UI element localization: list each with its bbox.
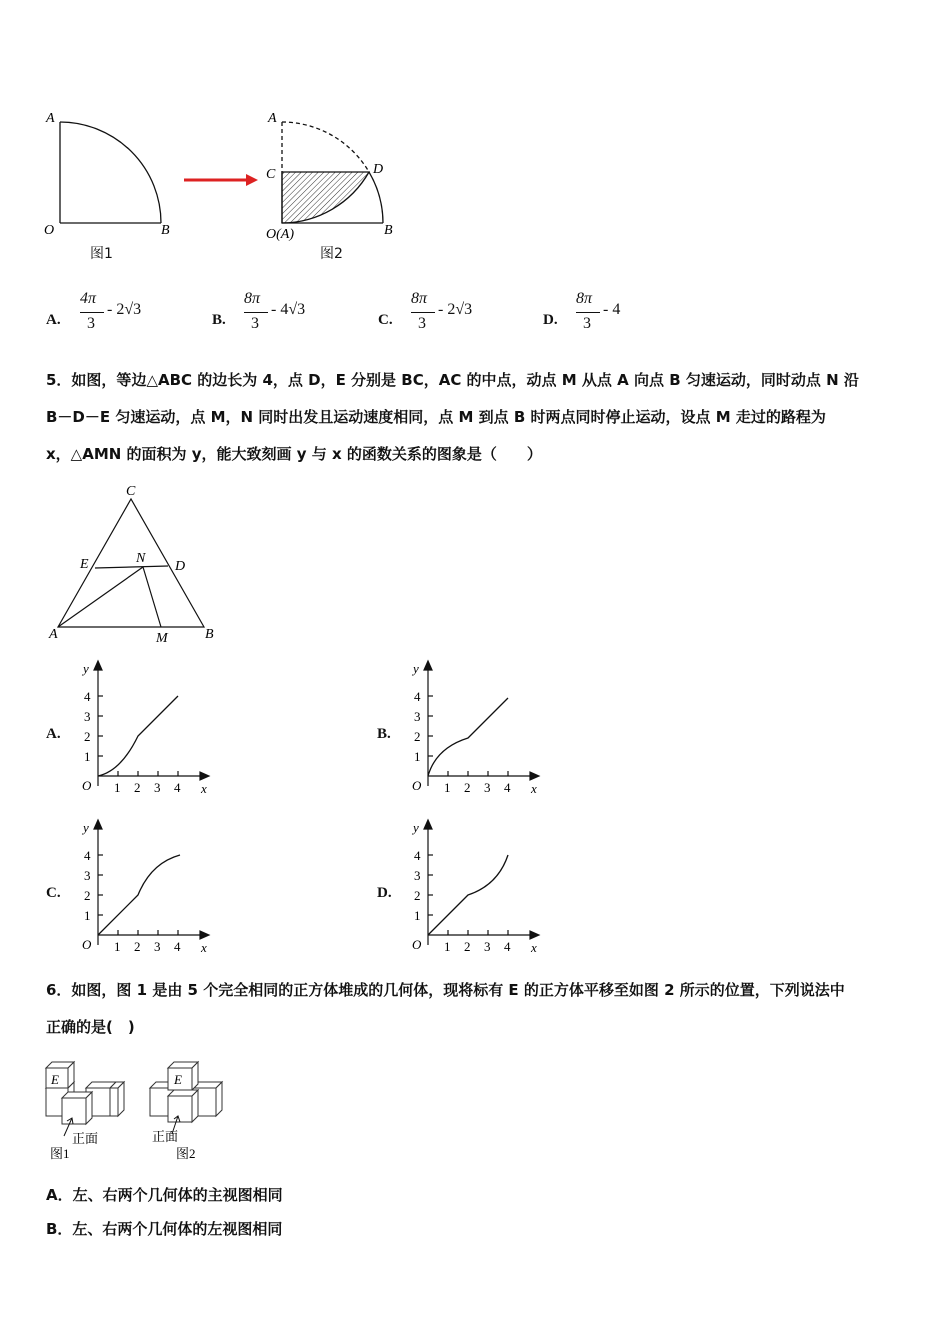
graph-b-xtick-3: 3 <box>484 780 491 795</box>
q4-fig2-label-c: C <box>266 167 276 182</box>
q4-option-b-label[interactable]: B. <box>212 312 226 328</box>
graph-d-curve <box>428 855 508 935</box>
q4-option-d-rest: - 4 <box>603 301 621 318</box>
q5-question-line1: 5．如图，等边△ABC 的边长为 4，点 D，E 分别是 BC，AC 的中点，动点 M 从点 A 向点 B 匀速运动，同时动点 N 沿 <box>46 371 859 389</box>
graph-c-ytick-3: 3 <box>84 868 91 883</box>
q5-option-b-label[interactable]: B. <box>377 726 391 742</box>
q4-option-c-expr[interactable] <box>411 290 501 340</box>
q5-label-a: A <box>49 627 58 642</box>
graph-c-ytick-4: 4 <box>84 848 91 863</box>
graph-d-x-label: x <box>531 940 537 955</box>
q6-choice-b[interactable]: B．左、右两个几何体的左视图相同 <box>46 1220 283 1238</box>
fraction-bar <box>244 312 268 313</box>
q4-option-d-num: 8π <box>576 290 593 307</box>
q6-question-line2: 正确的是( ) <box>46 1018 135 1036</box>
q5-graph-d[interactable] <box>406 815 546 960</box>
q4-option-a-num: 4π <box>80 290 97 307</box>
q5-label-e: E <box>80 557 89 572</box>
graph-c-ytick-2: 2 <box>84 888 91 903</box>
fraction-bar <box>411 312 435 313</box>
q6-fig1-front: 正面 <box>72 1131 99 1146</box>
graph-d-ytick-4: 4 <box>414 848 421 863</box>
graph-c-curve <box>98 855 180 935</box>
graph-b-x-label: x <box>531 781 537 796</box>
graph-b-xtick-4: 4 <box>504 780 511 795</box>
graph-a-ytick-4: 4 <box>84 689 91 704</box>
q5-graph-a[interactable] <box>76 656 216 801</box>
fraction-bar <box>576 312 600 313</box>
q6-fig2-caption: 图2 <box>176 1146 196 1161</box>
graph-d-xtick-3: 3 <box>484 939 491 954</box>
q4-option-a-rest: - 2√3 <box>107 301 142 318</box>
q6-fig2-mark: E <box>174 1072 182 1087</box>
graph-c-xtick-1: 1 <box>114 939 121 954</box>
graph-a-xtick-2: 2 <box>134 780 141 795</box>
graph-c-y-label: y <box>83 820 89 835</box>
q4-option-c-rest: - 2√3 <box>438 301 473 318</box>
q4-fig1-caption: 图1 <box>90 246 113 262</box>
graph-a-xtick-4: 4 <box>174 780 181 795</box>
graph-b-xtick-2: 2 <box>464 780 471 795</box>
q6-choice-a[interactable]: A．左、右两个几何体的主视图相同 <box>46 1186 283 1204</box>
graph-c-x-label: x <box>201 940 207 955</box>
q5-option-d-label[interactable]: D. <box>377 885 392 901</box>
q4-option-c-label[interactable]: C. <box>378 312 393 328</box>
graph-d-ytick-2: 2 <box>414 888 421 903</box>
graph-d-ytick-1: 1 <box>414 908 421 923</box>
q4-option-a-den: 3 <box>87 315 95 332</box>
q4-option-a-expr[interactable] <box>80 290 170 340</box>
graph-b-y-label: y <box>413 661 419 676</box>
q5-label-n: N <box>136 551 146 566</box>
graph-c-origin: O <box>82 937 92 952</box>
q4-option-d-den: 3 <box>583 315 591 332</box>
q5-graph-b[interactable] <box>406 656 546 801</box>
q4-fig2-label-o: O(A) <box>266 227 294 242</box>
graph-c-xtick-4: 4 <box>174 939 181 954</box>
q5-triangle-figure <box>44 480 234 650</box>
graph-d-xtick-1: 1 <box>444 939 451 954</box>
q5-graph-c[interactable] <box>76 815 216 960</box>
graph-b-origin: O <box>412 778 422 793</box>
q4-fig2-label-b: B <box>384 223 393 238</box>
graph-a-x-label: x <box>201 781 207 796</box>
q4-option-c-den: 3 <box>418 315 426 332</box>
q5-option-a-label[interactable]: A. <box>46 726 61 742</box>
graph-d-xtick-2: 2 <box>464 939 471 954</box>
q6-cube-figures <box>42 1058 232 1163</box>
q4-fig2-caption: 图2 <box>320 246 343 262</box>
q4-figure2-folded <box>282 122 383 223</box>
q6-fig1-mark: E <box>51 1072 59 1087</box>
graph-a-ytick-2: 2 <box>84 729 91 744</box>
q4-figure1-quarter-circle <box>60 122 161 223</box>
q6-fig2-front: 正面 <box>152 1129 179 1144</box>
graph-b-xtick-1: 1 <box>444 780 451 795</box>
graph-b-curve <box>428 698 508 776</box>
red-arrow-icon <box>184 174 258 186</box>
graph-d-origin: O <box>412 937 422 952</box>
graph-a-origin: O <box>82 778 92 793</box>
q4-figures <box>40 105 410 265</box>
graph-b-ytick-3: 3 <box>414 709 421 724</box>
graph-a-y-label: y <box>83 661 89 676</box>
q6-question-line1: 6．如图，图 1 是由 5 个完全相同的正方体堆成的几何体，现将标有 E 的正方体平移至如图 2 所示的位置，下列说法中 <box>46 981 845 999</box>
q6-fig1-caption: 图1 <box>50 1146 70 1161</box>
graph-b-ytick-2: 2 <box>414 729 421 744</box>
q4-fig2-label-d: D <box>373 162 384 177</box>
graph-a-xtick-1: 1 <box>114 780 121 795</box>
q5-label-c: C <box>126 484 136 499</box>
q4-option-b-rest: - 4√3 <box>271 301 306 318</box>
graph-b-ytick-1: 1 <box>414 749 421 764</box>
graph-a-curve <box>98 696 178 776</box>
graph-c-xtick-3: 3 <box>154 939 161 954</box>
q4-fig2-label-a: A <box>268 111 277 126</box>
q4-option-b-den: 3 <box>251 315 259 332</box>
graph-d-y-label: y <box>413 820 419 835</box>
graph-d-xtick-4: 4 <box>504 939 511 954</box>
q4-option-a-label[interactable]: A. <box>46 312 61 328</box>
q4-fig1-label-o: O <box>44 223 55 238</box>
graph-a-ytick-3: 3 <box>84 709 91 724</box>
q4-fig1-label-a: A <box>46 111 55 126</box>
q4-option-b-expr[interactable] <box>244 290 334 340</box>
q4-fig1-label-b: B <box>161 223 170 238</box>
graph-b-ytick-4: 4 <box>414 689 421 704</box>
q4-option-b-num: 8π <box>244 290 261 307</box>
graph-c-ytick-1: 1 <box>84 908 91 923</box>
q4-option-d-expr[interactable] <box>576 290 666 340</box>
graph-c-xtick-2: 2 <box>134 939 141 954</box>
q4-option-c-num: 8π <box>411 290 428 307</box>
q5-label-m: M <box>156 631 168 646</box>
q4-option-d-label[interactable]: D. <box>543 312 558 328</box>
graph-a-xtick-3: 3 <box>154 780 161 795</box>
fraction-bar <box>80 312 104 313</box>
q5-label-b: B <box>205 627 214 642</box>
q5-question-line3: x，△AMN 的面积为 y，能大致刻画 y 与 x 的函数关系的图象是（ ） <box>46 445 542 463</box>
q5-question-line2: B－D－E 匀速运动，点 M，N 同时出发且运动速度相同，点 M 到点 B 时两点同时停止运动，设点 M 走过的路程为 <box>46 408 826 426</box>
q5-option-c-label[interactable]: C. <box>46 885 61 901</box>
q5-label-d: D <box>175 559 186 574</box>
graph-a-ytick-1: 1 <box>84 749 91 764</box>
graph-d-ytick-3: 3 <box>414 868 421 883</box>
